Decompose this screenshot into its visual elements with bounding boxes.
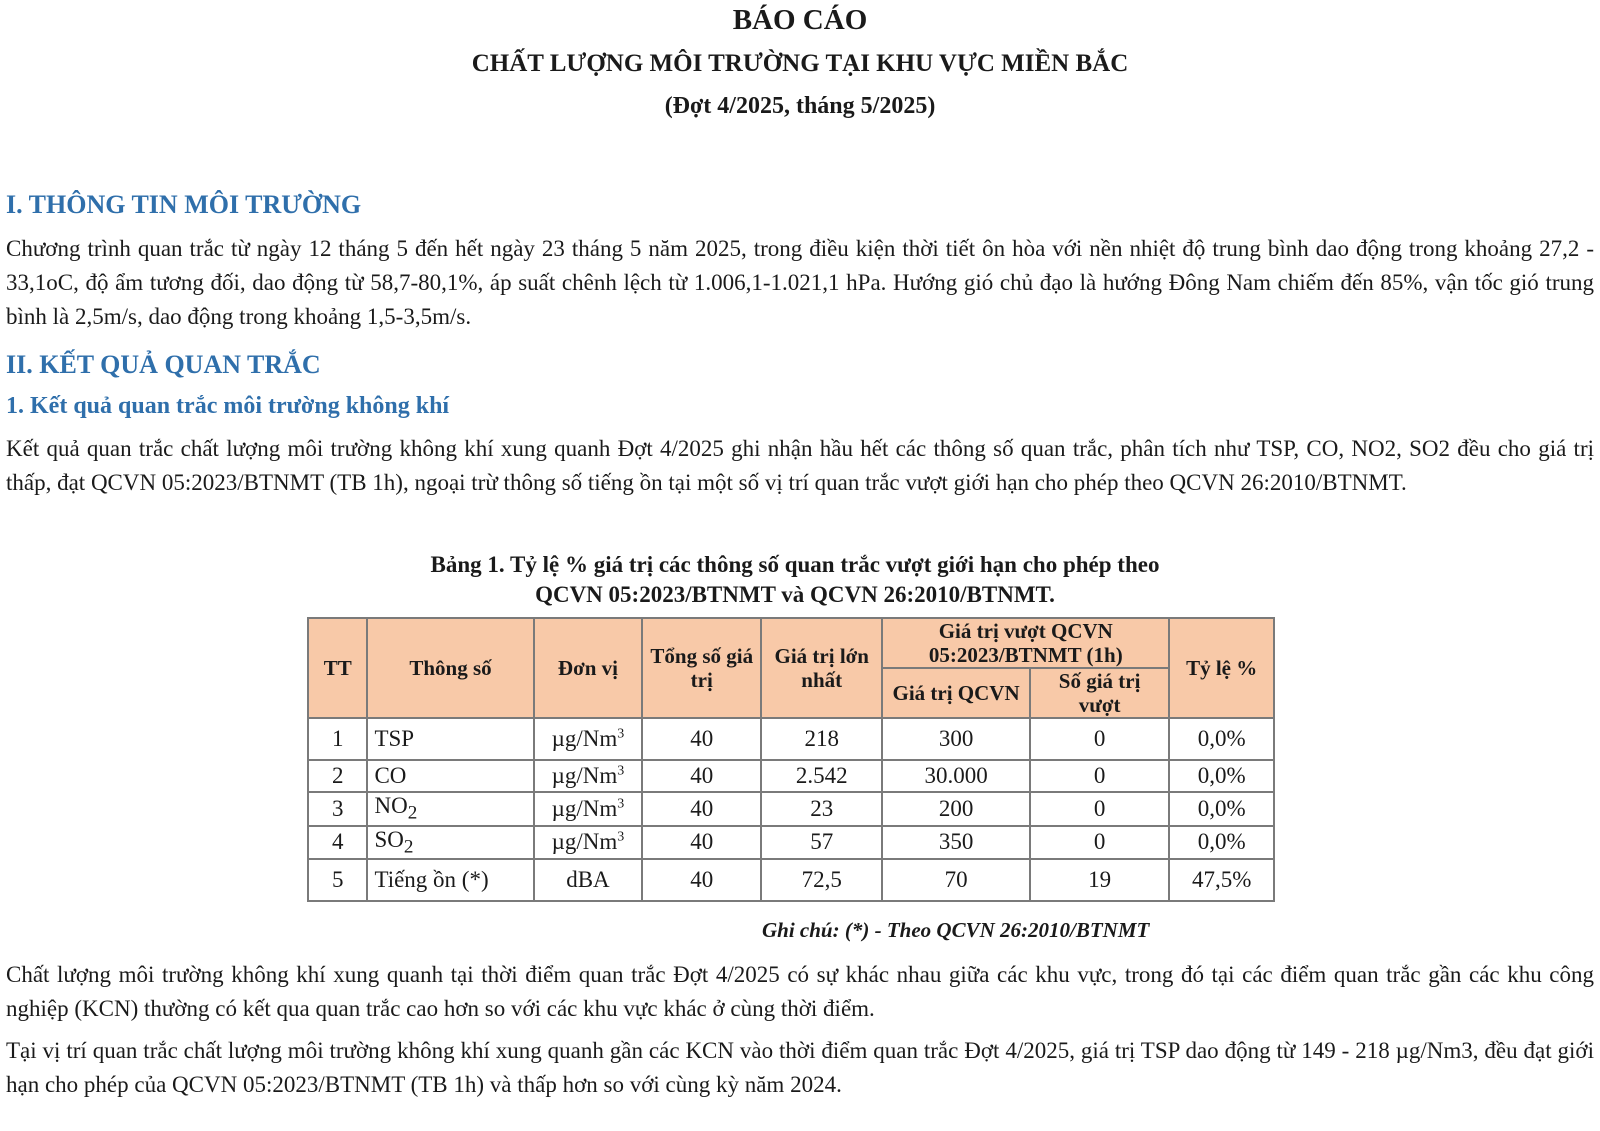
cell-ratio: 0,0%: [1169, 792, 1274, 826]
table-note: Ghi chú: (*) - Theo QCVN 26:2010/BTNMT: [762, 918, 1150, 942]
header-unit: Đơn vị: [534, 618, 643, 718]
exceedance-table: [307, 617, 1275, 902]
cell-total: 40: [642, 826, 761, 860]
header-max: Giá trị lớn nhất: [761, 618, 882, 718]
header-param: Thông số: [367, 618, 533, 718]
cell-total: 40: [642, 718, 761, 760]
after-paragraph-2: Tại vị trí quan trắc chất lượng môi trường không khí xung quanh gần các KCN vào thời điểm quan trắc Đợt 4/2025, giá trị TSP dao động từ 149 - 218 µg/Nm3, đều đạt giới hạn cho phép của QCVN 05:2023/BTNMT (TB 1h) và thấp hơn so với cùng kỳ năm 2024.: [6, 1038, 1594, 1097]
cell-unit: µg/Nm$^3$: [534, 718, 643, 760]
header-ratio: Tỷ lệ %: [1169, 618, 1274, 718]
section-1-paragraph: Chương trình quan trắc từ ngày 12 tháng 5 đến hết ngày 23 tháng 5 năm 2025, trong điều kiện thời tiết ôn hòa với nền nhiệt độ trung bình dao động trong khoảng 27,2 - 33,1oC, độ ẩm tương đối, dao động từ 58,7-80,1%, áp suất chênh lệch từ 1.006,1-1.021,1 hPa. Hướng gió chủ đạo là hướng Đông Nam chiếm đến 85%, vận tốc gió trung bình là 2,5m/s, dao động trong khoảng 1,5-3,5m/s.: [6, 236, 1594, 329]
table-row: [308, 859, 1274, 901]
cell-tt: 4: [308, 826, 367, 860]
table-caption-line-1: Bảng 1. Tỷ lệ % giá trị các thông số quan trắc vượt giới hạn cho phép theo: [430, 552, 1160, 577]
after-paragraph-1: Chất lượng môi trường không khí xung quanh tại thời điểm quan trắc Đợt 4/2025 có sự khác nhau giữa các khu vực, trong đó tại các điểm quan trắc gần các khu công nghiệp (KCN) thường có kết qua quan trắc cao hơn so với các khu vực khác ở cùng thời điểm.: [6, 962, 1594, 1021]
section-2-heading: II. KẾT QUẢ QUAN TRẮC: [6, 350, 321, 379]
cell-param: Tiếng ồn (*): [367, 859, 533, 901]
section-1-heading: I. THÔNG TIN MÔI TRƯỜNG: [6, 190, 362, 219]
cell-exceed: 0: [1030, 826, 1169, 860]
cell-qcvn: 350: [882, 826, 1030, 860]
cell-max: 2.542: [761, 760, 882, 792]
cell-exceed: 19: [1030, 859, 1169, 901]
cell-total: 40: [642, 792, 761, 826]
cell-exceed: 0: [1030, 760, 1169, 792]
cell-qcvn: 70: [882, 859, 1030, 901]
section-2-paragraph: Kết quả quan trắc chất lượng môi trường không khí xung quanh Đợt 4/2025 ghi nhận hầu hết các thông số quan trắc, phân tích như TSP, CO, NO2, SO2 đều cho giá trị thấp, đạt QCVN 05:2023/BTNMT (TB 1h), ngoại trừ thông số tiếng ồn tại một số vị trí quan trắc vượt giới hạn cho phép theo QCVN 26:2010/BTNMT.: [6, 436, 1594, 495]
section-2-1-heading: 1. Kết quả quan trắc môi trường không khí: [6, 393, 450, 419]
report-title: BÁO CÁO: [732, 4, 868, 36]
cell-tt: 1: [308, 718, 367, 760]
header-exceed-group: Giá trị vượt QCVN 05:2023/BTNMT (1h): [882, 618, 1169, 668]
cell-max: 218: [761, 718, 882, 760]
cell-unit: µg/Nm$^3$: [534, 826, 643, 860]
report-period: (Đợt 4/2025, tháng 5/2025): [664, 93, 936, 119]
table-row: [308, 718, 1274, 760]
cell-qcvn: 300: [882, 718, 1030, 760]
cell-unit: µg/Nm$^3$: [534, 792, 643, 826]
header-tt: TT: [308, 618, 367, 718]
cell-total: 40: [642, 859, 761, 901]
cell-qcvn: 30.000: [882, 760, 1030, 792]
header-exceed-count: Số giá trị vượt: [1030, 668, 1169, 718]
cell-max: 72,5: [761, 859, 882, 901]
cell-ratio: 0,0%: [1169, 718, 1274, 760]
table-row: [308, 792, 1274, 826]
cell-ratio: 47,5%: [1169, 859, 1274, 901]
cell-max: 57: [761, 826, 882, 860]
cell-unit: dBA: [534, 859, 643, 901]
cell-ratio: 0,0%: [1169, 826, 1274, 860]
cell-param: CO: [367, 760, 533, 792]
cell-ratio: 0,0%: [1169, 760, 1274, 792]
cell-total: 40: [642, 760, 761, 792]
cell-tt: 5: [308, 859, 367, 901]
cell-max: 23: [761, 792, 882, 826]
table-row: [308, 760, 1274, 792]
cell-exceed: 0: [1030, 792, 1169, 826]
cell-param: $NO_2$: [367, 792, 533, 826]
table-caption-line-2: QCVN 05:2023/BTNMT và QCVN 26:2010/BTNMT.: [535, 582, 1055, 607]
cell-param: $SO_2$: [367, 826, 533, 860]
cell-tt: 2: [308, 760, 367, 792]
table-caption: [300, 550, 1290, 610]
report-subtitle: CHẤT LƯỢNG MÔI TRƯỜNG TẠI KHU VỰC MIỀN BẮC: [471, 50, 1129, 77]
cell-unit: µg/Nm$^3$: [534, 760, 643, 792]
header-total: Tổng số giá trị: [642, 618, 761, 718]
table-row: [308, 826, 1274, 860]
cell-qcvn: 200: [882, 792, 1030, 826]
cell-exceed: 0: [1030, 718, 1169, 760]
header-qcvn-value: Giá trị QCVN: [882, 668, 1030, 718]
cell-param: TSP: [367, 718, 533, 760]
cell-tt: 3: [308, 792, 367, 826]
